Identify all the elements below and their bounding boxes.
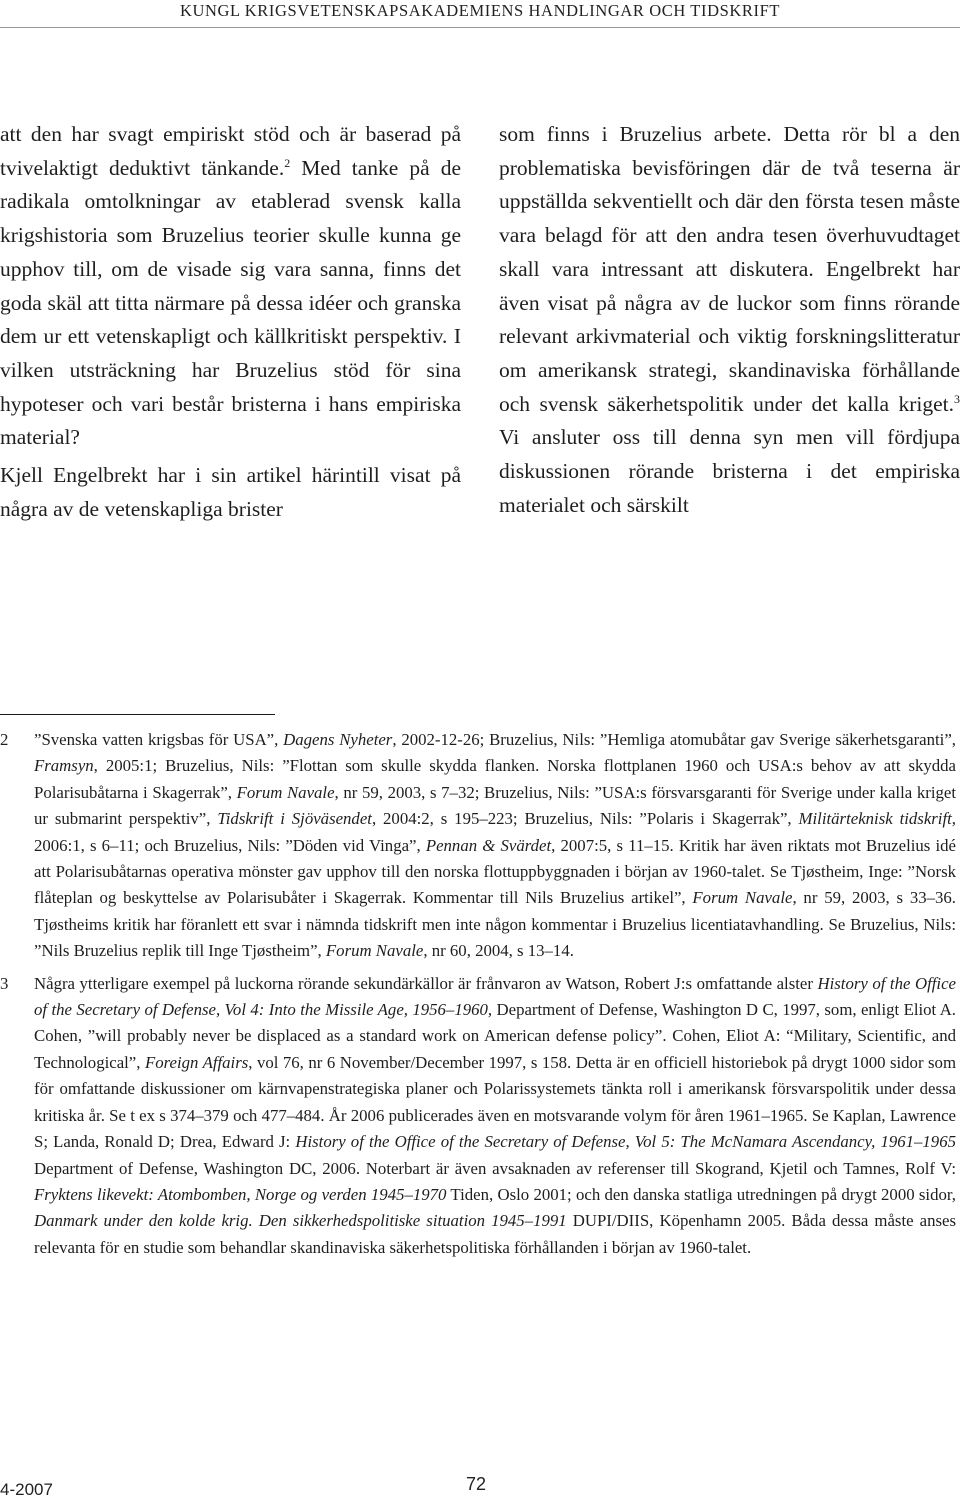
italic-title: Danmark under den kolde krig. Den sikkerhedspolitiske situation 1945–1991 <box>34 1211 567 1231</box>
italic-title: Forum Navale <box>325 941 424 961</box>
text-span: DUPI/DIIS, Köpenhamn 2005. Båda dessa måste anses relevanta för en studie som behandlar skandinaviska säkerhetspolitiska förhållanden i början av 1960-talet. <box>34 1211 956 1257</box>
page-number: 72 <box>466 1474 487 1494</box>
text-span: ”Svenska vatten krigsbas för USA”, <box>34 730 284 749</box>
paragraph <box>0 459 461 526</box>
issue-label: 4-2007 <box>0 1480 53 1499</box>
body-column-left <box>0 118 461 526</box>
text-span: Department of Defense, Washington DC, 2006. Noterbart är även avsaknaden av referenser till Skogrand, Kjetil och Tamnes, Rolf V: <box>34 1158 956 1178</box>
running-header: KUNGL KRIGSVETENSKAPSAKADEMIENS HANDLINGAR OCH TIDSKRIFT <box>179 1 781 20</box>
italic-title: Pennan & Svärdet <box>425 835 552 855</box>
body-column-right <box>499 118 960 522</box>
text-span: , nr 60, 2004, s 13–14. <box>423 941 574 961</box>
italic-title: Militärteknisk tidskrift <box>798 809 952 829</box>
text-span: , vol 76, nr 6 November/December 1997, s 158. Detta är en officiell historiebok på drygt 1000 sidor som för omfattande diskussioner om kärnvapenstrategiska planer och Polarissystemets tänkta roll i amerikansk försvarspolitik under dessa kritiska år. Se t ex s 374–379 och 477–484. År 2006 publicerades även en motsvarande volym för åren 1961–1965. Se Kaplan, Lawrence S; Landa, Ronald D; Drea, Edward J: <box>34 1052 956 1152</box>
footnote-3 <box>0 971 956 1261</box>
text-span: Med tanke på de radikala omtolkningar av etablerad svensk kalla krigshistoria som Bruzelius teorier skulle kunna ge upphov till, om de visade sig vara sanna, finns det goda skäl att titta närmare på dessa idéer och granska dem ur ett vetenskapligt och källkritiskt perspektiv. I vilken utsträckning har Bruzelius stöd för sina hypoteser och vari består bristerna i hans empiriska material? <box>0 155 461 450</box>
text-span: Kjell Engelbrekt har i sin artikel härintill visat på några av de vetenskapliga brister <box>0 463 461 521</box>
text-span: , nr 59, 2003, s 33–36. Tjøstheims kritik har föranlett ett svar i nämnda tidskrift men inte någon kommentar i Bruzelius licentiatavhandling. Se Bruzelius, Nils: ”Nils Bruzelius replik till Inge Tjøstheim”, <box>34 888 956 961</box>
footnote-number: 2 <box>0 730 9 749</box>
footnote-2 <box>0 727 956 965</box>
text-span: Tiden, Oslo 2001; och den danska statliga utredningen på drygt 2000 sidor, <box>446 1184 956 1204</box>
footnote-divider <box>0 714 275 715</box>
text-span: som finns i Bruzelius arbete. Detta rör bl a den problematiska bevisföringen där de två teserna är uppställda sekventiellt och där den första tesen måste vara belagd för att den andra tesen överhuvudtaget skall vara intressant att diskutera. Engelbrekt har även visat på några av de luckor som finns rörande relevant arkivmaterial och viktig forskningslitteratur om amerikansk strategi, skandinaviska förhållande och svensk säkerhetspolitik under det kalla kriget. <box>499 122 960 416</box>
text-span: , 2007:5, s 11–15. Kritik har även riktats mot Bruzelius idé att Polarisubåtarnas operativa mönster gav upphov till den norska flottuppbyggnaden i början av 1960-talet. Se Tjøstheim, Inge: ”Norsk flåteplan og beskyttelse av Polarisubåter i Skagerrak. Kommentar till Nils Bruzelius artikel”, <box>34 835 956 908</box>
italic-title: History of the Office of the Secretary of Defense, Vol 5: The McNamara Ascendancy, 1961–1965 <box>295 1132 956 1152</box>
italic-title: History of the Office of the Secretary of Defense, Vol 4: Into the Missile Age, 1956–1960, <box>34 973 956 1020</box>
text-span: att den har svagt empiriskt stöd och är baserad på tvivelaktigt deduktivt tänkande. <box>0 122 461 180</box>
paragraph <box>499 118 960 522</box>
italic-title: Framsyn <box>34 756 94 776</box>
paragraph <box>0 118 461 455</box>
footnote-number: 3 <box>0 973 9 993</box>
text-span: , 2004:2, s 195–223; Bruzelius, Nils: ”Polaris i Skagerrak”, <box>371 809 799 829</box>
text-span: , 2005:1; Bruzelius, Nils: ”Flottan som skulle skydda flanken. Norska flottplanen 1960 och USA:s behov av att skydda Polarisubåtarna i Skagerrak”, <box>34 756 956 802</box>
text-span: , 2002-12-26; Bruzelius, Nils: ”Hemliga atomubåtar gav Sverige säkerhetsgaranti”, <box>392 730 956 749</box>
italic-title: Tidskrift i Sjöväsendet <box>217 809 372 829</box>
footnote-ref-2[interactable]: 2 <box>284 155 291 170</box>
text-span: , 2006:1, s 6–11; och Bruzelius, Nils: ”Döden vid Vinga”, <box>34 809 956 855</box>
text-span: Några ytterligare exempel på luckorna rörande sekundärkällor är frånvaron av Watson, Robert J:s omfattande alster <box>34 973 818 993</box>
text-span: , nr 59, 2003, s 7–32; Bruzelius, Nils: ”USA:s försvarsgaranti för Sverige under kalla kriget ur submarint perspektiv”, <box>34 782 956 829</box>
italic-title: Forum Navale <box>692 888 793 908</box>
header-divider <box>0 27 960 28</box>
italic-title: Forum Navale <box>236 782 335 802</box>
italic-title: Dagens Nyheter <box>283 730 393 749</box>
text-span: Department of Defense, Washington D C, 1997, som, enligt Eliot A. Cohen, ”will probably never be displaced as a standard work on American defense policy”. Cohen, Eliot A: “Military, Scientific, and Technological”, <box>34 1000 957 1072</box>
italic-title: Foreign Affairs <box>144 1052 249 1072</box>
footnotes <box>0 727 956 1267</box>
text-span: Vi ansluter oss till denna syn men vill fördjupa diskussionen rörande bristerna i det empiriska materialet och särskilt <box>499 425 960 517</box>
italic-title: Fryktens likevekt: Atombomben, Norge og verden 1945–1970 <box>34 1184 447 1204</box>
footnote-ref-3[interactable]: 3 <box>954 391 960 406</box>
